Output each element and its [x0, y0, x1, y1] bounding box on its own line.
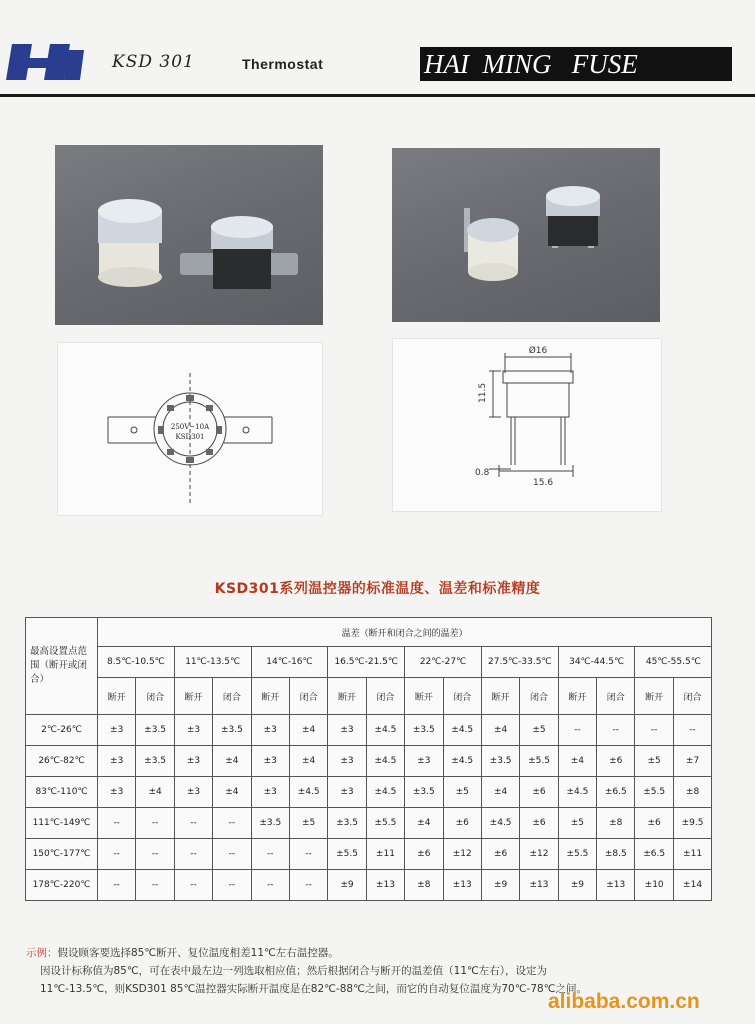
side-view-drawing [392, 338, 662, 512]
watermark: alibaba.com.cn [548, 990, 700, 1013]
tolerance-cell: ±3 [405, 746, 443, 777]
top-view-drawing [57, 342, 323, 516]
tolerance-cell: ±4 [558, 746, 596, 777]
tolerance-cell: ±11 [366, 839, 404, 870]
diff-range-cell: 14℃-16℃ [251, 647, 328, 678]
note-line-1: 假设顾客要选择85℃断开、复位温度相差11℃左右温控器。 [57, 947, 339, 959]
company-logo [6, 40, 84, 86]
tolerance-cell: ±13 [443, 870, 481, 901]
tolerance-cell: ±11 [673, 839, 711, 870]
diff-range-cell: 22℃-27℃ [405, 647, 482, 678]
tolerance-cell: ±9 [328, 870, 366, 901]
height-dim: 11.5 [478, 382, 488, 403]
tolerance-cell: ±4.5 [481, 808, 519, 839]
tolerance-cell: ±3.5 [405, 777, 443, 808]
tolerance-cell: ±3.5 [328, 808, 366, 839]
open-header-cell: 断开 [481, 678, 519, 715]
tolerance-cell: ±3 [251, 715, 289, 746]
tolerance-table [25, 617, 712, 901]
tolerance-cell: ±10 [635, 870, 673, 901]
close-header-cell: 闭合 [520, 678, 558, 715]
tolerance-cell: ±4 [136, 777, 174, 808]
tolerance-cell: -- [213, 839, 251, 870]
tolerance-cell: -- [673, 715, 711, 746]
tolerance-cell: ±4 [289, 715, 327, 746]
tolerance-cell: ±4.5 [558, 777, 596, 808]
tolerance-cell: ±8 [597, 808, 635, 839]
close-header-cell: 闭合 [289, 678, 327, 715]
tolerance-cell: -- [136, 808, 174, 839]
tolerance-cell: ±13 [520, 870, 558, 901]
range-cell: 150℃-177℃ [26, 839, 98, 870]
table-row [26, 746, 712, 777]
tolerance-cell: ±5.5 [328, 839, 366, 870]
sub-header-row [26, 678, 712, 715]
header-rule [0, 94, 755, 97]
row-header-cell: 最高设置点范围（断开或闭合） [26, 618, 98, 715]
tolerance-cell: ±6 [481, 839, 519, 870]
range-cell: 178℃-220℃ [26, 870, 98, 901]
tolerance-cell: -- [558, 715, 596, 746]
tolerance-cell: -- [174, 839, 212, 870]
table-row [26, 870, 712, 901]
table-row [26, 839, 712, 870]
tolerance-cell: ±3 [98, 777, 136, 808]
thermostat-pair-image [55, 145, 323, 325]
tolerance-cell: -- [251, 870, 289, 901]
tolerance-cell: ±5.5 [558, 839, 596, 870]
close-header-cell: 闭合 [597, 678, 635, 715]
diff-range-cell: 34℃-44.5℃ [558, 647, 635, 678]
tolerance-cell: -- [289, 870, 327, 901]
tolerance-cell: ±12 [520, 839, 558, 870]
open-header-cell: 断开 [405, 678, 443, 715]
tolerance-cell: ±9.5 [673, 808, 711, 839]
tolerance-cell: ±3 [328, 777, 366, 808]
table-header-row [26, 618, 712, 647]
diff-range-cell: 27.5℃-33.5℃ [481, 647, 558, 678]
tolerance-cell: ±4 [405, 808, 443, 839]
tolerance-cell: ±4.5 [366, 777, 404, 808]
tolerance-cell: ±3 [251, 746, 289, 777]
tolerance-cell: ±5.5 [635, 777, 673, 808]
tolerance-cell: ±5 [289, 808, 327, 839]
product-name: Thermostat [242, 56, 324, 72]
tolerance-cell: ±4.5 [443, 746, 481, 777]
tolerance-cell: ±3 [98, 746, 136, 777]
tolerance-cell: -- [98, 839, 136, 870]
tolerance-cell: ±7 [673, 746, 711, 777]
open-header-cell: 断开 [174, 678, 212, 715]
diff-range-row [26, 647, 712, 678]
product-photo-right [392, 148, 660, 322]
tolerance-cell: ±4 [481, 715, 519, 746]
tolerance-cell: -- [174, 870, 212, 901]
open-header-cell: 断开 [635, 678, 673, 715]
tolerance-cell: -- [635, 715, 673, 746]
tolerance-cell: ±4.5 [443, 715, 481, 746]
tolerance-cell: ±8 [405, 870, 443, 901]
diameter-dim: Ø16 [528, 346, 548, 356]
tolerance-cell: ±3.5 [213, 715, 251, 746]
table-row [26, 715, 712, 746]
tolerance-cell: -- [213, 870, 251, 901]
open-header-cell: 断开 [328, 678, 366, 715]
tolerance-cell: ±9 [558, 870, 596, 901]
tolerance-cell: ±9 [481, 870, 519, 901]
tolerance-cell: -- [289, 839, 327, 870]
table-row [26, 808, 712, 839]
tolerance-cell: ±8 [673, 777, 711, 808]
model-number: KSD 301 [112, 52, 195, 72]
tolerance-cell: ±3 [251, 777, 289, 808]
open-header-cell: 断开 [98, 678, 136, 715]
tolerance-cell: ±3 [174, 777, 212, 808]
close-header-cell: 闭合 [443, 678, 481, 715]
tolerance-cell: -- [251, 839, 289, 870]
close-header-cell: 闭合 [366, 678, 404, 715]
tolerance-cell: ±4 [481, 777, 519, 808]
product-photo-left [55, 145, 323, 325]
tolerance-cell: ±14 [673, 870, 711, 901]
rating-label: 250V~10A [170, 423, 210, 431]
tolerance-cell: ±6 [597, 746, 635, 777]
tolerance-cell: ±4.5 [366, 746, 404, 777]
tolerance-cell: ±13 [597, 870, 635, 901]
tolerance-cell: ±4 [213, 777, 251, 808]
tolerance-cell: -- [136, 839, 174, 870]
tolerance-cell: ±4 [289, 746, 327, 777]
diff-range-cell: 45℃-55.5℃ [635, 647, 712, 678]
tolerance-cell: ±5 [558, 808, 596, 839]
model-label: KSD301 [175, 433, 205, 441]
tolerance-cell: ±3.5 [481, 746, 519, 777]
tolerance-cell: ±3 [98, 715, 136, 746]
tolerance-cell: ±5 [635, 746, 673, 777]
thickness-dim: 0.8 [475, 468, 490, 478]
tolerance-cell: ±4 [213, 746, 251, 777]
open-header-cell: 断开 [251, 678, 289, 715]
tolerance-cell: ±3 [174, 746, 212, 777]
table-title: KSD301系列温控器的标准温度、温差和标准精度 [214, 581, 541, 597]
close-header-cell: 闭合 [673, 678, 711, 715]
thermostat-pair-image-2 [392, 148, 660, 322]
tolerance-cell: ±3.5 [405, 715, 443, 746]
diff-range-cell: 16.5℃-21.5℃ [328, 647, 405, 678]
tolerance-cell: -- [597, 715, 635, 746]
table-row [26, 777, 712, 808]
tolerance-cell: -- [174, 808, 212, 839]
tolerance-cell: ±3.5 [136, 715, 174, 746]
diff-range-cell: 8.5℃-10.5℃ [98, 647, 175, 678]
tolerance-cell: -- [98, 808, 136, 839]
tolerance-cell: ±5.5 [520, 746, 558, 777]
tolerance-cell: ±4.5 [289, 777, 327, 808]
note-label: 示例： [26, 947, 58, 959]
tolerance-cell: ±5.5 [366, 808, 404, 839]
range-cell: 2℃-26℃ [26, 715, 98, 746]
tolerance-cell: -- [136, 870, 174, 901]
tolerance-cell: ±8.5 [597, 839, 635, 870]
tolerance-cell: -- [213, 808, 251, 839]
tolerance-cell: ±5 [520, 715, 558, 746]
range-cell: 26℃-82℃ [26, 746, 98, 777]
tolerance-cell: ±6 [520, 808, 558, 839]
open-header-cell: 断开 [558, 678, 596, 715]
tolerance-cell: ±6 [443, 808, 481, 839]
tolerance-cell: ±13 [366, 870, 404, 901]
tolerance-cell: ±12 [443, 839, 481, 870]
tolerance-cell: -- [98, 870, 136, 901]
note-line-3: 11℃-13.5℃，则KSD301 85℃温控器实际断开温度是在82℃-88℃之间，而它的自动复位温度为70℃-78℃之间。 [40, 983, 587, 995]
tolerance-cell: ±4.5 [366, 715, 404, 746]
close-header-cell: 闭合 [213, 678, 251, 715]
tolerance-cell: ±3 [174, 715, 212, 746]
group-header-cell: 温差（断开和闭合之间的温差） [98, 618, 712, 647]
tolerance-cell: ±6 [635, 808, 673, 839]
tolerance-cell: ±3 [328, 746, 366, 777]
tolerance-cell: ±6.5 [635, 839, 673, 870]
brand-banner: HAI MING FUSE [420, 47, 732, 81]
range-cell: 111℃-149℃ [26, 808, 98, 839]
diff-range-cell: 11℃-13.5℃ [174, 647, 251, 678]
width-dim: 15.6 [533, 478, 554, 488]
tolerance-cell: ±6 [405, 839, 443, 870]
tolerance-cell: ±3.5 [251, 808, 289, 839]
range-cell: 83℃-110℃ [26, 777, 98, 808]
tolerance-cell: ±5 [443, 777, 481, 808]
tolerance-cell: ±6 [520, 777, 558, 808]
close-header-cell: 闭合 [136, 678, 174, 715]
tolerance-cell: ±3 [328, 715, 366, 746]
tolerance-cell: ±3.5 [136, 746, 174, 777]
note-line-2: 因设计标称值为85℃，可在表中最左边一列选取相应值；然后根据闭合与断开的温差值（11℃左右），设定为 [40, 965, 548, 977]
tolerance-cell: ±6.5 [597, 777, 635, 808]
